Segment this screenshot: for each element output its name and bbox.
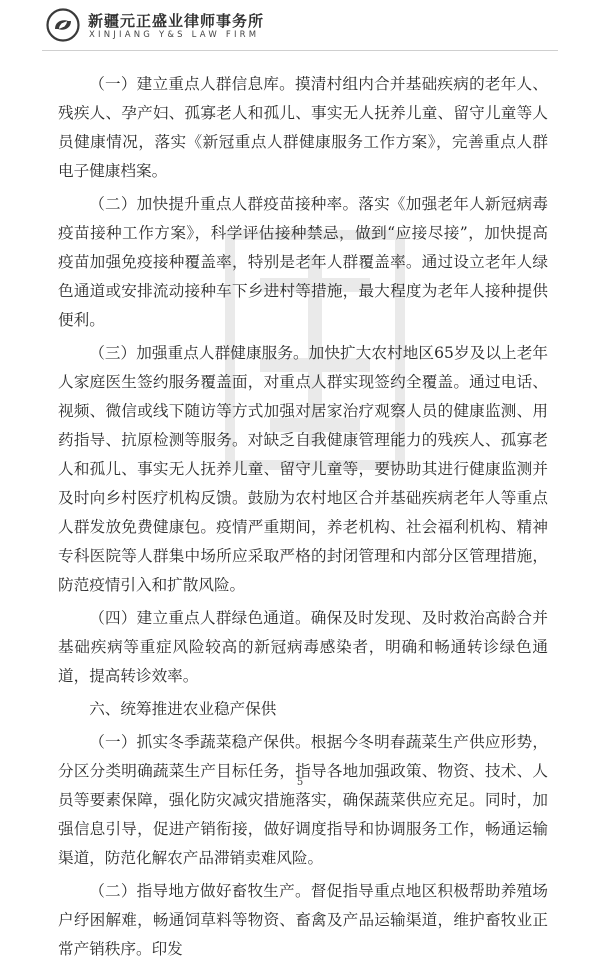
paragraph-3: （三）加强重点人群健康服务。加快扩大农村地区65岁及以上老年人家庭医生签约服务覆盖面，对重点人群实现签约全覆盖。通过电话、视频、微信或线下随访等方式加强对居家治疗观察人员的健康监测、用药指导、抗原检测等服务。对缺乏自我健康管理能力的残疾人、孤寡老人和孤儿、事实无人抚养儿童、留守儿童等，要协助其进行健康监测并及时向乡村医疗机构反馈。鼓励为农村地区合并基础疾病老年人等重点人群发放免费健康包。疫情严重期间，养老机构、社会福利机构、精神专科医院等人群集中场所应采取严格的封闭管理和内部分区管理措施，防范疫情引入和扩散风险。 xyxy=(58,344,548,594)
firm-name-english: XINJIANG Y&S LAW FIRM xyxy=(89,30,260,40)
firm-logo-icon xyxy=(46,8,80,42)
paragraph-4: （四）建立重点人群绿色通道。确保及时发现、及时救治高龄合并基础疾病等重症风险较高的新冠病毒感染者，明确和畅通转诊绿色通道，提高转诊效率。 xyxy=(58,609,548,685)
firm-name-chinese: 新疆元正盛业律师事务所 xyxy=(88,12,265,30)
paragraph-6: （二）指导地方做好畜牧生产。督促指导重点地区积极帮助养殖场户纾困解难，畅通饲草料等物资、畜禽及产品运输渠道，维护畜牧业正常产销秩序。印发 xyxy=(58,882,548,958)
page-number: 5 xyxy=(296,777,304,788)
header-divider xyxy=(42,50,558,51)
paragraph-2: （二）加快提升重点人群疫苗接种率。落实《加强老年人新冠病毒疫苗接种工作方案》，科学评估接种禁忌，做到“应接尽接”，加快提高疫苗加强免疫接种覆盖率，特别是老年人群覆盖率。通过设立老年人绿色通道或安排流动接种车下乡进村等措施，最大程度为老年人接种提供便利。 xyxy=(58,195,548,329)
document-body xyxy=(58,70,548,968)
letterhead xyxy=(46,6,566,50)
paragraph-5: （一）抓实冬季蔬菜稳产保供。根据今冬明春蔬菜生产供应形势，分区分类明确蔬菜生产目标任务，指导各地加强政策、物资、技术、人员等要素保障，强化防灾减灾措施落实，确保蔬菜供应充足。同时，加强信息引导，促进产销衔接，做好调度指导和协调服务工作，畅通运输渠道，防范化解农产品滞销卖难风险。 xyxy=(58,733,548,867)
paragraph-1: （一）建立重点人群信息库。摸清村组内合并基础疾病的老年人、残疾人、孕产妇、孤寡老人和孤儿、事实无人抚养儿童、留守儿童等人员健康情况，落实《新冠重点人群健康服务工作方案》，完善重点人群电子健康档案。 xyxy=(58,75,548,180)
section-heading: 六、统筹推进农业稳产保供 xyxy=(89,700,277,718)
